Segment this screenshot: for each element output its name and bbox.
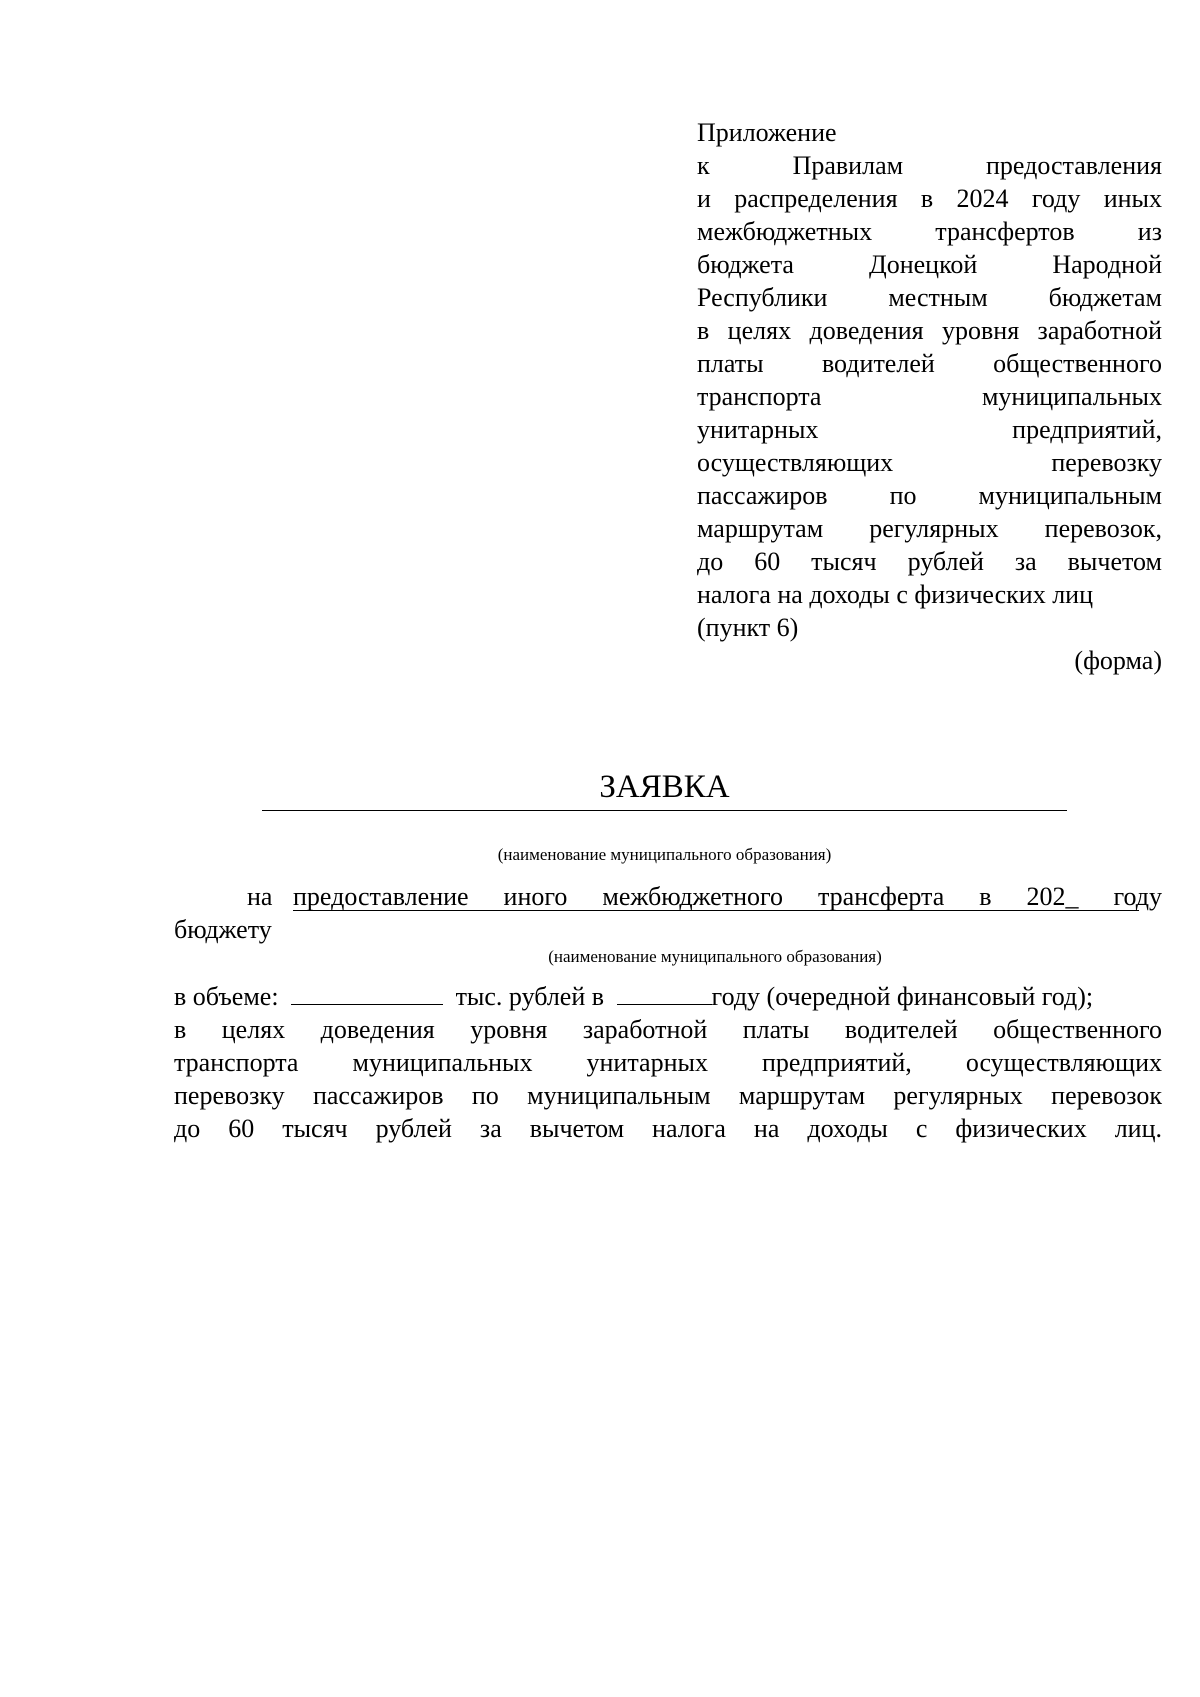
purpose-line: транспорта муниципальных унитарных предприятий, осуществляющих [174,1048,1162,1077]
volume-unit: тыс. рублей в [455,982,605,1011]
budget-label: бюджету [174,915,272,944]
appendix-line: пассажиров по муниципальным [697,481,1162,510]
volume-blank-field[interactable] [291,982,443,1005]
request-underline [293,910,1139,911]
appendix-line: к Правилам предоставления [697,151,1162,180]
document-title: ЗАЯВКА [599,769,730,805]
appendix-line: налога на доходы с физических лиц [697,580,1093,609]
volume-line [174,980,1162,1013]
title-underline [262,810,1067,811]
appendix-line: маршрутам регулярных перевозок, [697,514,1162,543]
year-suffix: году (очередной финансовый год); [711,982,1094,1011]
appendix-line: в целях доведения уровня заработной [697,316,1162,345]
appendix-line: осуществляющих перевозку [697,448,1162,477]
appendix-line: до 60 тысяч рублей за вычетом [697,547,1162,576]
request-prefix: на [247,882,273,911]
purpose-line: до 60 тысяч рублей за вычетом налога на доходы с физических лиц. [174,1114,1162,1143]
appendix-line: бюджета Донецкой Народной [697,250,1162,279]
appendix-line: платы водителей общественного [697,349,1162,378]
appendix-line: (пункт 6) [697,613,799,642]
form-label: (форма) [1074,646,1162,675]
volume-label: в объеме: [174,982,279,1011]
purpose-line: в целях доведения уровня заработной платы водителей общественного [174,1015,1162,1044]
appendix-line: унитарных предприятий, [697,415,1162,444]
appendix-line: межбюджетных трансфертов из [697,217,1162,246]
appendix-line: Республики местным бюджетам [697,283,1162,312]
municipality-caption: (наименование муниципального образования) [548,947,882,966]
appendix-block [697,116,1162,677]
appendix-line: транспорта муниципальных [697,382,1162,411]
municipality-caption: (наименование муниципального образования) [497,845,832,864]
appendix-line: и распределения в 2024 году иных [697,184,1162,213]
purpose-line: перевозку пассажиров по муниципальным маршрутам регулярных перевозок [174,1081,1162,1110]
year-blank-field[interactable] [617,982,712,1005]
appendix-line: Приложение [697,118,837,147]
request-text: предоставление иного межбюджетного трансферта в 202_ году [293,882,1162,911]
